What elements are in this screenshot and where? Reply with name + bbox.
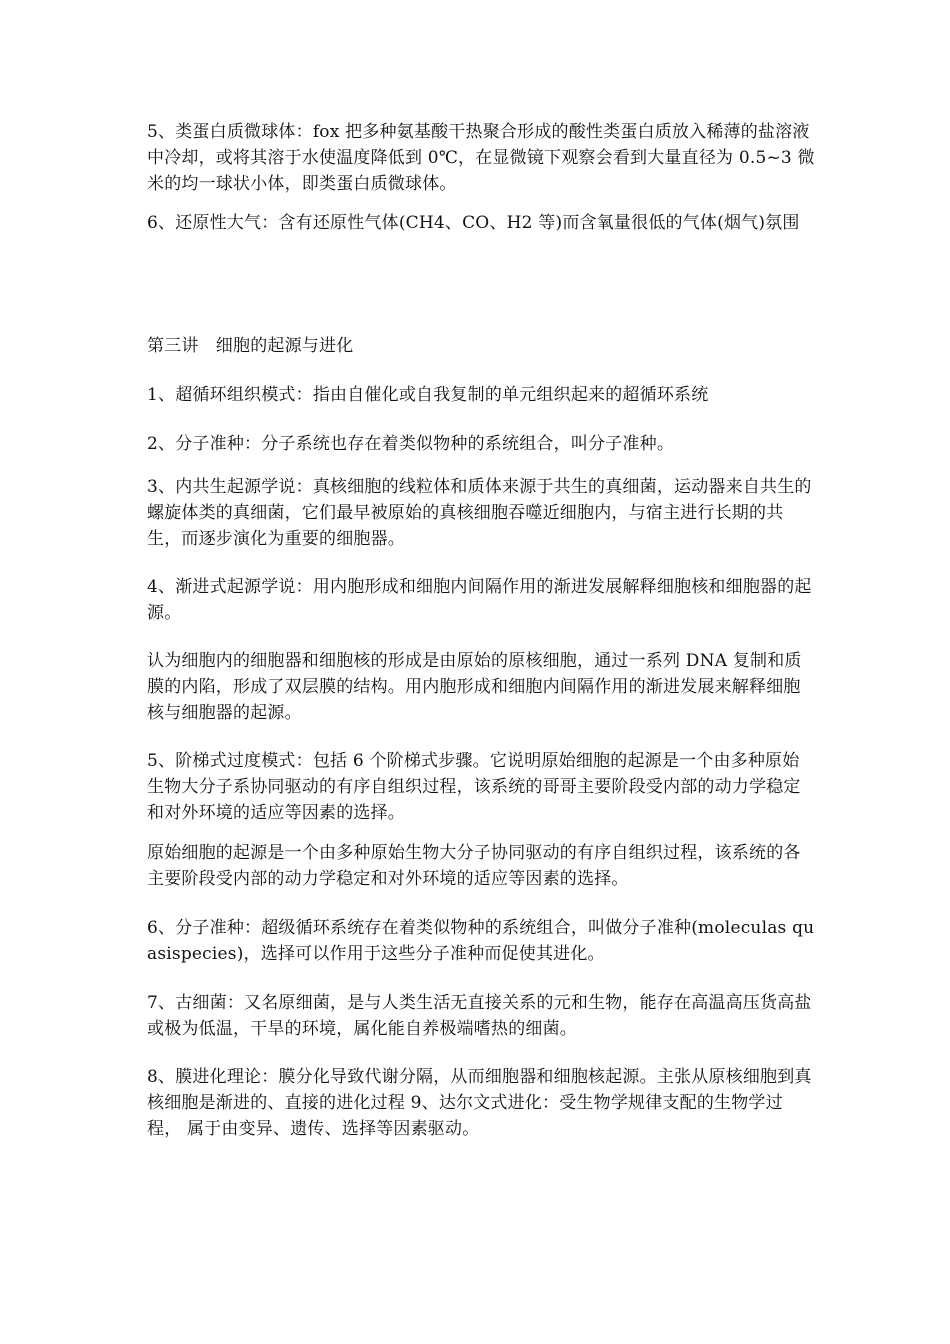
paragraph-gradual-origin-detail: 认为细胞内的细胞器和细胞核的形成是由原始的原核细胞，通过一系列 DNA 复制和质膜的内陷，形成了双层膜的结构。用内胞形成和细胞内间隔作用的渐进发展来解释细胞核与细胞器的起源。 [147, 651, 802, 723]
paragraph-primitive-cell-origin: 原始细胞的起源是一个由多种原始生物大分子协同驱动的有序自组织过程，该系统的各主要阶段受内部的动力学稳定和对外环境的适应等因素的选择。 [147, 843, 801, 889]
paragraph-endosymbiosis: 3、内共生起源学说：真核细胞的线粒体和质体来源于共生的真细菌，运动器来自共生的螺旋体类的真细菌，它们最早被原始的真核细胞吞噬近细胞内，与宿主进行长期的共生，而逐步演化为重要的细胞器。 [147, 477, 812, 549]
paragraph-reducing-atmosphere: 6、还原性大气：含有还原性气体(CH4、CO、H2 等)而含氧量很低的气体(烟气)氛围 [147, 213, 800, 233]
paragraph-stepwise-model: 5、阶梯式过度模式：包括 6 个阶梯式步骤。它说明原始细胞的起源是一个由多种原始生物大分子系协同驱动的有序自组织过程，该系统的哥哥主要阶段受内部的动力学稳定和对外环境的适应等因素的选择。 [147, 751, 801, 823]
paragraph-hypercycle: 1、超循环组织模式：指由自催化或自我复制的单元组织起来的超循环系统 [147, 385, 709, 405]
paragraph-molecular-quasispecies: 2、分子准种：分子系统也存在着类似物种的系统组合，叫分子准种。 [147, 434, 675, 454]
section-heading: 第三讲 细胞的起源与进化 [147, 336, 354, 356]
paragraph-gradual-origin: 4、渐进式起源学说：用内胞形成和细胞内间隔作用的渐进发展解释细胞核和细胞器的起源。 [147, 577, 812, 623]
paragraph-archaea: 7、古细菌：又名原细菌，是与人类生活无直接关系的元和生物，能存在高温高压货高盐或极为低温，干旱的环境，属化能自养极端嗜热的细菌。 [147, 993, 812, 1039]
paragraph-molecular-quasispecies-2: 6、分子准种：超级循环系统存在着类似物种的系统组合，叫做分子准种(moleculas quasispecies)，选择可以作用于这些分子准种而促使其进化。 [147, 918, 815, 964]
paragraph-proteinoid-microspheres: 5、类蛋白质微球体：fox 把多种氨基酸干热聚合形成的酸性类蛋白质放入稀薄的盐溶液中冷却，或将其溶于水使温度降低到 0℃，在显微镜下观察会看到大量直径为 0.5~3 微米的均一球状小体，即类蛋白质微球体。 [147, 122, 815, 194]
paragraph-membrane-evolution: 8、膜进化理论：膜分化导致代谢分隔，从而细胞器和细胞核起源。主张从原核细胞到真核细胞是渐进的、直接的进化过程 9、达尔文式进化：受生物学规律支配的生物学过程， 属于由变异、遗传、选择等因素驱动。 [147, 1067, 812, 1139]
